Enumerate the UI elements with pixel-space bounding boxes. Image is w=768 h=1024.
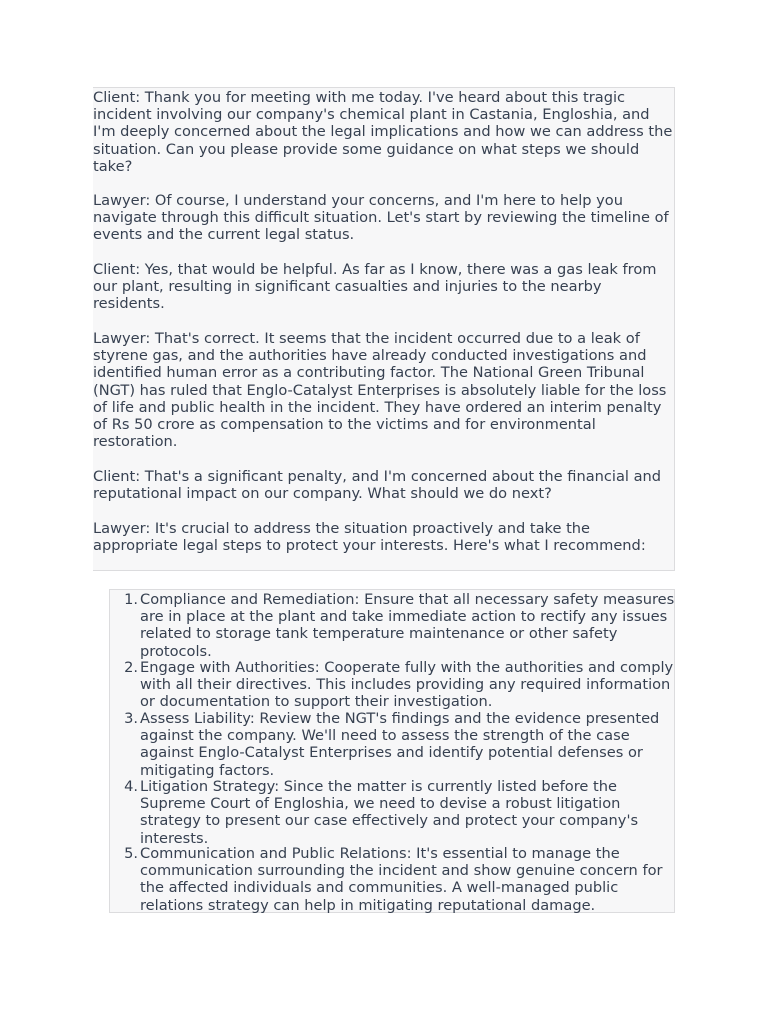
dialogue-lawyer-3: Lawyer: It's crucial to address the situation proactively and take the appropriate legal steps to protect your interests. Here's what I recommend: bbox=[93, 520, 646, 555]
list-item-text: Communication and Public Relations: It's essential to manage the communication surrounding the incident and show genuine concern for the affected individuals and communities. A well-managed public relations strategy can help in mitigating reputational damage. bbox=[140, 845, 663, 914]
list-item-number: 5. bbox=[124, 845, 138, 862]
dialogue-lawyer-1: Lawyer: Of course, I understand your concerns, and I'm here to help you navigate through this difficult situation. Let's start by reviewing the timeline of events and the current legal status. bbox=[93, 192, 669, 244]
dialogue-section bbox=[93, 87, 675, 571]
list-item-text: Engage with Authorities: Cooperate fully with the authorities and comply with all their directives. This includes providing any required information or documentation to support their investigation. bbox=[140, 659, 674, 711]
list-item-text: Assess Liability: Review the NGT's findings and the evidence presented against the company. We'll need to assess the strength of the case against Englo-Catalyst Enterprises and identify potential defenses or mitigating factors. bbox=[140, 710, 660, 779]
dialogue-client-3: Client: That's a significant penalty, and I'm concerned about the financial and reputational impact on our company. What should we do next? bbox=[93, 468, 662, 503]
dialogue-lawyer-2: Lawyer: That's correct. It seems that the incident occurred due to a leak of styrene gas, and the authorities have already conducted investigations and identified human error as a contributing factor. The National Green Tribunal (NGT) has ruled that Englo-Catalyst Enterprises is absolutely liable for the loss of life and public health in the incident. They have ordered an interim penalty of Rs 50 crore as compensation to the victims and for environmental restoration. bbox=[93, 330, 667, 451]
list-item-number: 2. bbox=[124, 659, 138, 676]
recommendations-section bbox=[109, 589, 675, 913]
dialogue-client-2: Client: Yes, that would be helpful. As far as I know, there was a gas leak from our plant, resulting in significant casualties and injuries to the nearby residents. bbox=[93, 261, 657, 313]
list-item-text: Litigation Strategy: Since the matter is currently listed before the Supreme Court of Engloshia, we need to devise a robust litigation strategy to present our case effectively and protect your company's interests. bbox=[140, 778, 639, 847]
list-item-number: 3. bbox=[124, 710, 138, 727]
dialogue-client-1: Client: Thank you for meeting with me today. I've heard about this tragic incident involving our company's chemical plant in Castania, Engloshia, and I'm deeply concerned about the legal implications and how we can address the situation. Can you please provide some guidance on what steps we should take? bbox=[93, 89, 673, 175]
list-item-text: Compliance and Remediation: Ensure that all necessary safety measures are in place at the plant and take immediate action to rectify any issues related to storage tank temperature maintenance or other safety protocols. bbox=[140, 591, 675, 660]
list-item-number: 1. bbox=[124, 591, 138, 608]
list-item-number: 4. bbox=[124, 778, 138, 795]
